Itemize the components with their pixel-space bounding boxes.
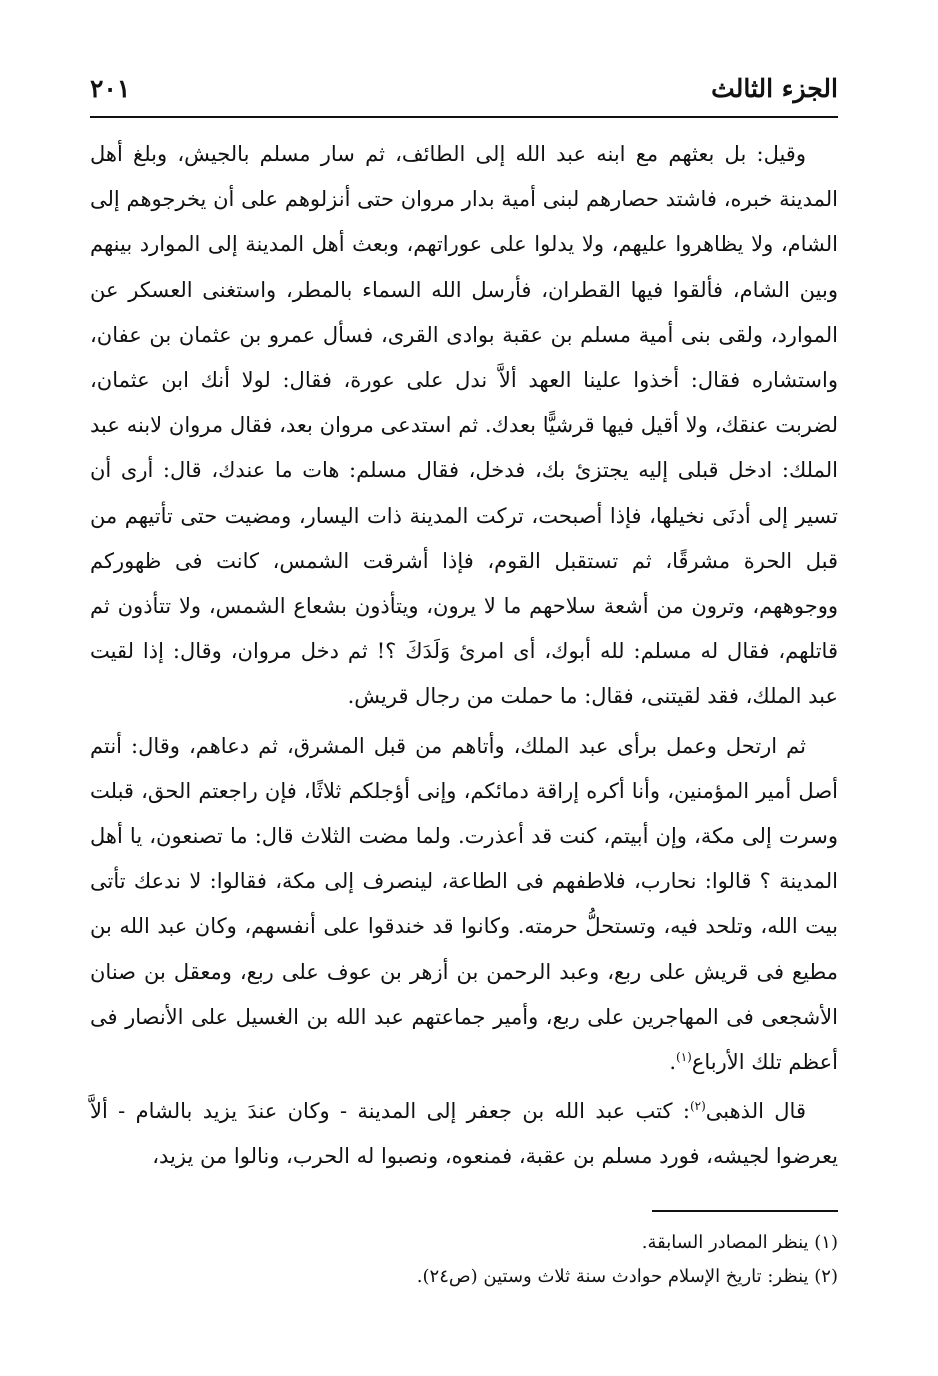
paragraph-2 <box>90 724 838 1086</box>
footnote-separator <box>652 1210 838 1212</box>
header-rule <box>90 116 838 118</box>
footnote-2: (٢) ينظر: تاريخ الإسلام حوادث سنة ثلاث وستين (ص٢٤). <box>416 1266 838 1287</box>
paragraph-3 <box>90 1089 838 1179</box>
footnotes <box>90 1226 838 1294</box>
paragraph-3-end: : كتب عبد الله بن جعفر إلى المدينة - وكان عندَ يزيد بالشام - ألاَّ يعرضوا لجيشه، فورد مسلم بن عقبة، فمنعوه، ونصبوا له الحرب، ونالوا من يزيد، <box>90 1099 838 1169</box>
main-text <box>90 132 838 1180</box>
footnote-ref-1: (١) <box>676 1050 692 1065</box>
footnote-ref-2: (٢) <box>689 1099 706 1114</box>
paragraph-1-text: وقيل: بل بعثهم مع ابنه عبد الله إلى الطائف، ثم سار مسلم بالجيش، وبلغ أهل المدينة خبره، فاشتد حصارهم لبنى أمية بدار مروان حتى أنزلوهم على أن يخرجوهم إلى الشام، ولا يظاهروا عليهم، ولا يدلوا على عوراتهم، وبعث أهل المدينة إلى الموارد بينهم وبين الشام، فألقوا فيها القطران، فأرسل الله السماء بالمطر، واستغنى العسكر عن الموارد، ولقى بنى أمية مسلم بن عقبة بوادى القرى، فسأل عمرو بن عثمان بن عفان، واستشاره فقال: أخذوا علينا العهد ألاَّ ندل على عورة، فقال: لولا أنك ابن عثمان، لضربت عنقك، ولا أقيل فيها قرشيًّا بعدك. ثم استدعى مروان بعد، فقال مروان لابنه عبد الملك: ادخل قبلى إليه يجتزئ بك، فدخل، فقال مسلم: هات ما عندك، قال: أرى أن تسير إلى أدنَى نخيلها، فإذا أصبحت، تركت المدينة ذات اليسار، ومضيت حتى تأتيهم من قبل الحرة مشرقًا، ثم تستقبل القوم، فإذا أشرقت الشمس، كانت فى ظهوركم ووجوههم، وترون من أشعة سلاحهم ما لا يرون، ويتأذون بشعاع الشمس، ولا تتأذون ثم قاتلهم، فقال له مسلم: لله أبوك، أى امرئ وَلَدَكَ ؟! ثم دخل مروان، وقال: إذا لقيت عبد الملك، فقد لقيتنى، فقال: ما حملت من رجال قريش. <box>90 142 838 709</box>
page-header <box>90 66 838 110</box>
paragraph-3-text: قال الذهبى <box>705 1099 806 1124</box>
page-number: ٢٠١ <box>90 73 131 103</box>
footnote-1: (١) ينظر المصادر السابقة. <box>641 1232 838 1253</box>
paragraph-2-text: ثم ارتحل وعمل برأى عبد الملك، وأتاهم من قبل المشرق، ثم دعاهم، وقال: أنتم أصل أمير المؤمنين، وأنا أكره إراقة دمائكم، وإنى أؤجلكم ثلاثًا، فإن راجعتم الحق، قبلت وسرت إلى مكة، وإن أبيتم، كنت قد أعذرت. ولما مضت الثلاث قال: ما تصنعون، يا أهل المدينة ؟ قالوا: نحارب، فلاطفهم فى الطاعة، لينصرف إلى مكة، فقالوا: لا ندعك تأتى بيت الله، وتلحد فيه، وتستحلُّ حرمته. وكانوا قد خندقوا على أنفسهم، وكان عبد الله بن مطيع فى قريش على ربع، وعبد الرحمن بن أزهر بن عوف على ربع، ومعقل بن صنان الأشجعى فى المهاجرين على ربع، وأمير جماعتهم عبد الله بن الغسيل على الأنصار فى أعظم تلك الأرباع <box>90 733 838 1075</box>
paragraph-2-end: . <box>669 1050 677 1075</box>
running-title: الجزء الثالث <box>711 73 838 103</box>
paragraph-1 <box>90 132 838 720</box>
